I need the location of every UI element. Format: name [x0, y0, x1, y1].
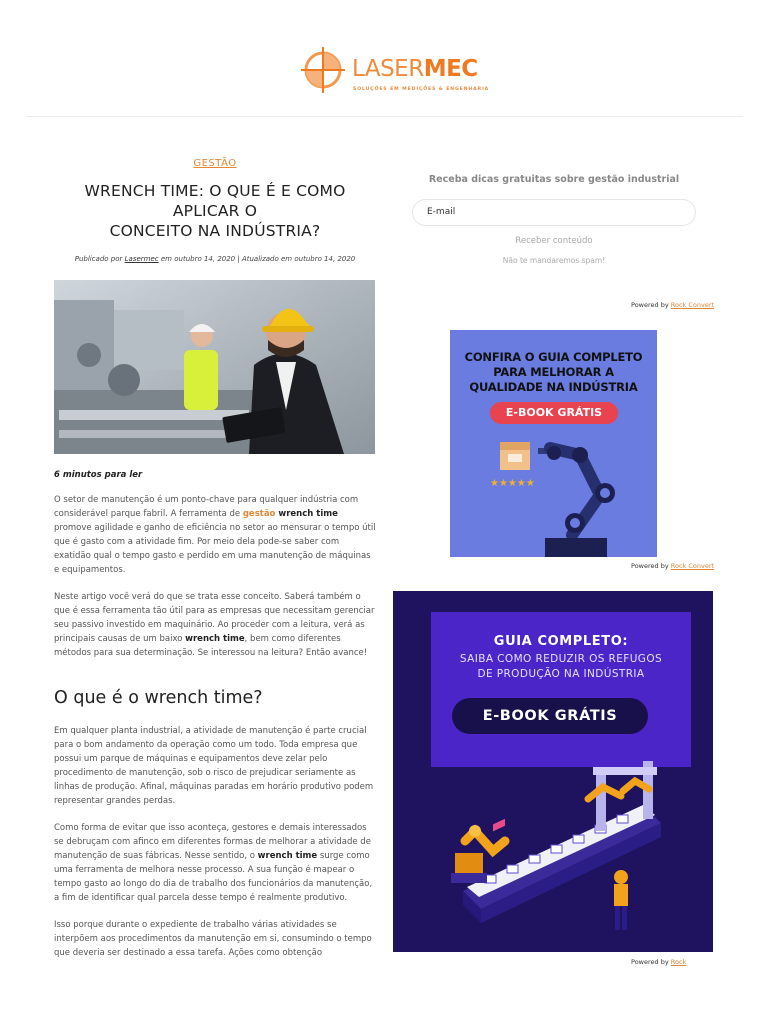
brand-tagline: SOLUÇÕES EM MEDIÇÕES & ENGENHARIA [353, 87, 490, 92]
no-spam-note: Não te mandaremos spam! [502, 256, 606, 265]
paragraph-3: Em qualquer planta industrial, a atividade de manutenção é parte crucial para o bom andamento da operação como um todo. Toda empresa que possui um parque de máquinas e equipamentos deve zelar pelo procedimento de manutenção, sob o risco de prejudicar seriamente as linhas de produção. Afinal, máquinas paradas em horário produtivo podem representar grandes perdas. [54, 726, 374, 806]
paragraph-2-text-a: Neste artigo você verá do que se trata esse conceito. Saberá também o que é essa ferramenta tão útil para as empresas que necessitam gerenciar seu passivo investido em maquinário. Ao proceder com a leitura, verá as principais causas de um baixo [54, 592, 375, 644]
rock-link-3[interactable]: Rock [670, 958, 687, 966]
paragraph-4-text-b: surge como uma ferramenta de melhora nesse processo. A sua função é mapear o tempo gasto ao longo do dia de trabalho dos funcionários da manutenção, a fim de identificar qual parcela desse tempo é realmente produtivo. [54, 851, 373, 903]
paragraph-1-text-b: promove agilidade e ganho de eficiência no setor ao mensurar o tempo útil que é gasto com a atividade fim. Por meio dela pode-se saber com exatidão qual o tempo gasto e perdido em uma manutenção de máquinas e equipamentos. [54, 523, 376, 575]
paragraph-4-text-a: Como forma de evitar que isso aconteça, gestores e demais interessados se debruçam com afinco em diferentes formas de melhorar a atividade de manutenção de suas fábricas. Nesse sentido, o [54, 823, 371, 861]
article-meta [54, 255, 376, 263]
rock-convert-link-2[interactable]: Rock Convert [670, 562, 715, 570]
powered-by-2 [631, 562, 714, 570]
crosshair-logo-icon [301, 44, 349, 96]
powered-by-label-1: Powered by [631, 301, 669, 309]
rating-stars: ★★★★★ [490, 478, 535, 489]
section-heading: O que é o wrench time? [54, 688, 263, 708]
powered-by-1 [631, 301, 714, 309]
robot-arm-illustration-icon [450, 330, 657, 557]
production-line-illustration-icon [393, 591, 713, 952]
powered-by-3 [631, 958, 686, 966]
article-title-line2: CONCEITO NA INDÚSTRIA? [109, 222, 321, 240]
paragraph-1-text-a: O setor de manutenção é um ponto-chave para qualquer indústria com considerável parque fabril. A ferramenta de [54, 495, 359, 519]
ebook-banner-quality[interactable] [450, 330, 657, 557]
banner1-ebook-button[interactable]: E-BOOK GRÁTIS [490, 402, 618, 424]
paragraph-2 [54, 590, 376, 660]
read-time: 6 minutos para ler [54, 470, 143, 480]
banner2-line3: DE PRODUÇÃO NA INDÚSTRIA [477, 668, 645, 680]
paragraph-1 [54, 493, 376, 577]
signup-heading: Receba dicas gratuitas sobre gestão industrial [428, 174, 680, 185]
submit-button[interactable]: Receber conteúdo [515, 236, 593, 246]
paragraph-2-text-b: , bem como diferentes métodos para sua determinação. Se interessou na leitura? Então avance! [54, 634, 368, 658]
banner1-line2: PARA MELHORAR A [493, 365, 614, 379]
brand-laser: LASER [352, 56, 424, 82]
paragraph-1-bold: wrench time [275, 509, 338, 519]
email-input[interactable]: E-mail [412, 199, 696, 226]
gestao-link[interactable]: gestão [242, 509, 276, 519]
article-title [54, 181, 376, 241]
banner1-line3: QUALIDADE NA INDÚSTRIA [469, 380, 638, 394]
author-link[interactable]: Lasermec [124, 255, 159, 263]
header-divider [26, 116, 743, 117]
article-title-line1: WRENCH TIME: O QUE É E COMO APLICAR O [84, 182, 346, 220]
article [54, 150, 376, 960]
lasermec-logo[interactable] [301, 44, 490, 96]
brand-mec: MEC [423, 56, 478, 82]
published-date: em outubro 14, 2020 | Atualizado em outubro 14, 2020 [160, 255, 356, 263]
paragraph-4-bold: wrench time [257, 851, 318, 861]
banner1-line1: CONFIRA O GUIA COMPLETO [464, 350, 643, 364]
powered-by-label-2: Powered by [631, 562, 669, 570]
paragraph-5: Isso porque durante o expediente de trabalho várias atividades se interpõem aos procedimentos da manutenção em si, consumindo o tempo que deveria ser destinado a essa tarefa. Ações como obtenção [54, 920, 372, 958]
site-header [0, 0, 768, 117]
category-link[interactable]: GESTÃO [193, 158, 237, 169]
rock-convert-link-1[interactable]: Rock Convert [670, 301, 715, 309]
published-prefix: Publicado por [74, 255, 123, 263]
ebook-banner-refugos[interactable] [393, 591, 713, 952]
brand-wordmark [352, 56, 478, 82]
paragraph-2-bold: wrench time [185, 634, 245, 644]
paragraph-4 [54, 821, 376, 905]
powered-by-label-3: Powered by [631, 958, 669, 966]
newsletter-signup [412, 172, 696, 265]
banner2-line2: SAIBA COMO REDUZIR OS REFUGOS [459, 653, 663, 665]
banner2-line1: GUIA COMPLETO: [493, 634, 629, 649]
hero-image [54, 280, 375, 454]
banner2-ebook-button[interactable]: E-BOOK GRÁTIS [452, 698, 648, 734]
